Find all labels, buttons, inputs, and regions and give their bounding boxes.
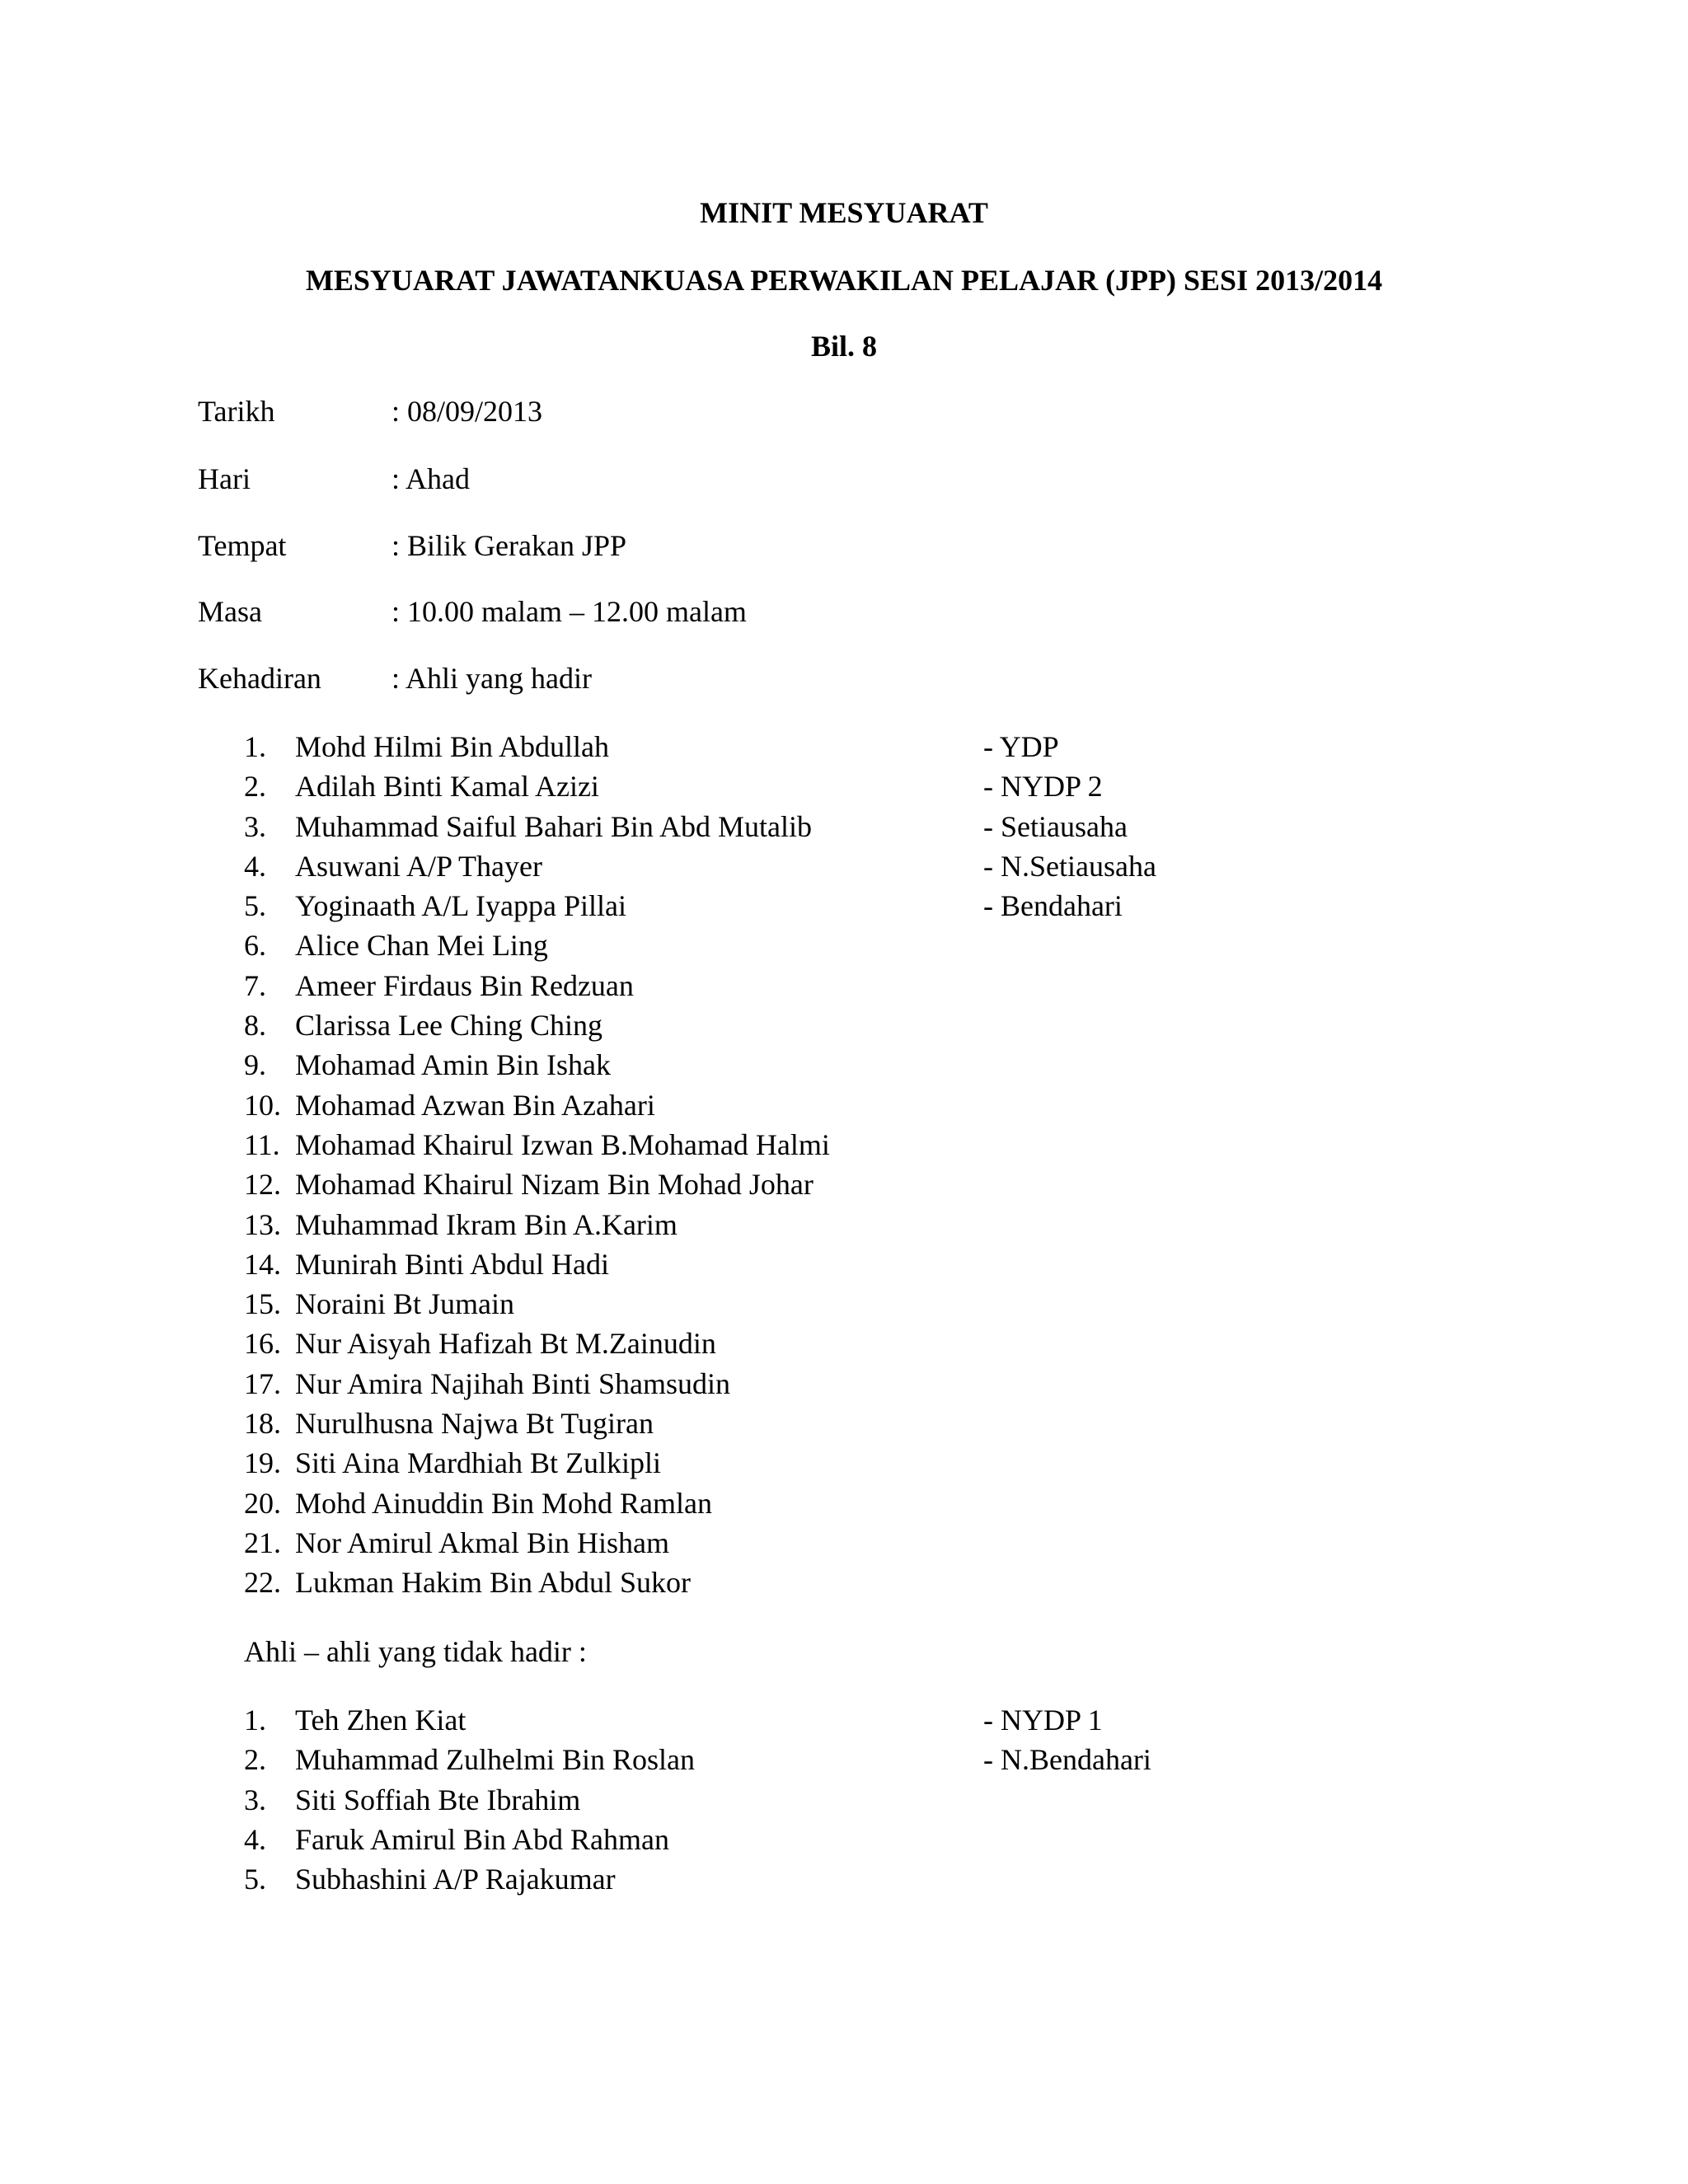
member-role: - YDP bbox=[983, 730, 1059, 763]
document-subtitle: MESYUARAT JAWATANKUASA PERWAKILAN PELAJAR (JPP) SESI 2013/2014 bbox=[305, 264, 1383, 297]
present-members-list bbox=[244, 729, 1398, 1605]
meta-label: Tarikh bbox=[198, 395, 275, 428]
member-name: Mohamad Khairul Izwan B.Mohamad Halmi bbox=[295, 1127, 830, 1161]
member-name: Faruk Amirul Bin Abd Rahman bbox=[295, 1822, 669, 1856]
list-item-number: 22. bbox=[244, 1566, 281, 1600]
meta-value: : Bilik Gerakan JPP bbox=[392, 529, 626, 562]
member-name: Muhammad Saiful Bahari Bin Abd Mutalib bbox=[295, 809, 812, 843]
list-item-number: 10. bbox=[244, 1088, 281, 1122]
member-role: - NYDP 2 bbox=[983, 770, 1103, 804]
list-item bbox=[244, 1325, 1398, 1365]
list-item bbox=[244, 1007, 1398, 1047]
member-name: Mohd Hilmi Bin Abdullah bbox=[295, 730, 610, 763]
list-item-number: 1. bbox=[244, 730, 266, 763]
member-name: Mohamad Khairul Nizam Bin Mohad Johar bbox=[295, 1168, 814, 1202]
list-item bbox=[244, 1741, 1398, 1781]
member-name: Nor Amirul Akmal Bin Hisham bbox=[295, 1526, 669, 1559]
absent-members-heading: Ahli – ahli yang tidak hadir : bbox=[244, 1635, 587, 1668]
list-item-number: 17. bbox=[244, 1366, 281, 1400]
list-item bbox=[244, 968, 1398, 1007]
list-item-number: 7. bbox=[244, 968, 266, 1002]
meta-label: Kehadiran bbox=[198, 662, 321, 695]
member-name: Adilah Binti Kamal Azizi bbox=[295, 770, 599, 804]
list-item bbox=[244, 1782, 1398, 1821]
list-item bbox=[244, 1286, 1398, 1325]
member-role: - NYDP 1 bbox=[983, 1704, 1103, 1736]
document-title: MINIT MESYUARAT bbox=[700, 196, 988, 229]
member-role: - Setiausaha bbox=[983, 809, 1128, 843]
meta-label: Hari bbox=[198, 462, 251, 495]
list-item-number: 5. bbox=[244, 889, 266, 923]
member-name: Yoginaath A/L Iyappa Pillai bbox=[295, 889, 626, 923]
list-item-number: 3. bbox=[244, 1783, 266, 1816]
list-item bbox=[244, 1366, 1398, 1405]
member-name: Muhammad Ikram Bin A.Karim bbox=[295, 1207, 678, 1241]
meta-value: : 08/09/2013 bbox=[392, 395, 543, 428]
list-item-number: 19. bbox=[244, 1446, 281, 1480]
list-item-number: 13. bbox=[244, 1207, 281, 1241]
member-name: Ameer Firdaus Bin Redzuan bbox=[295, 968, 634, 1002]
list-item bbox=[244, 1861, 1398, 1900]
list-item-number: 20. bbox=[244, 1486, 281, 1520]
member-name: Siti Aina Mardhiah Bt Zulkipli bbox=[295, 1446, 661, 1480]
member-name: Alice Chan Mei Ling bbox=[295, 929, 548, 963]
member-role: - Bendahari bbox=[983, 889, 1123, 923]
list-item bbox=[244, 808, 1398, 848]
list-item-number: 3. bbox=[244, 809, 266, 843]
absent-members-list bbox=[244, 1702, 1398, 1900]
list-item-number: 9. bbox=[244, 1048, 266, 1082]
list-item-number: 16. bbox=[244, 1327, 281, 1361]
list-item bbox=[244, 1564, 1398, 1604]
list-item bbox=[244, 848, 1398, 888]
list-item-number: 12. bbox=[244, 1168, 281, 1202]
list-item-number: 4. bbox=[244, 1822, 266, 1856]
meta-value: : 10.00 malam – 12.00 malam bbox=[392, 595, 747, 628]
list-item-number: 11. bbox=[244, 1127, 280, 1161]
list-item-number: 2. bbox=[244, 770, 266, 804]
list-item bbox=[244, 1445, 1398, 1484]
list-item-number: 1. bbox=[244, 1704, 266, 1736]
list-item bbox=[244, 1207, 1398, 1246]
list-item bbox=[244, 1087, 1398, 1127]
list-item-number: 21. bbox=[244, 1526, 281, 1559]
list-item bbox=[244, 927, 1398, 967]
member-name: Mohamad Amin Bin Ishak bbox=[295, 1048, 611, 1082]
member-name: Muhammad Zulhelmi Bin Roslan bbox=[295, 1743, 695, 1777]
list-item-number: 5. bbox=[244, 1863, 266, 1896]
member-name: Nur Amira Najihah Binti Shamsudin bbox=[295, 1366, 730, 1400]
member-name: Munirah Binti Abdul Hadi bbox=[295, 1247, 609, 1281]
list-item bbox=[244, 888, 1398, 927]
list-item bbox=[244, 1702, 1398, 1741]
list-item bbox=[244, 1405, 1398, 1445]
list-item bbox=[244, 1485, 1398, 1525]
member-name: Teh Zhen Kiat bbox=[295, 1704, 467, 1736]
list-item bbox=[244, 1821, 1398, 1861]
meta-label: Masa bbox=[198, 595, 262, 628]
list-item bbox=[244, 1246, 1398, 1286]
member-name: Siti Soffiah Bte Ibrahim bbox=[295, 1783, 581, 1816]
meta-label: Tempat bbox=[198, 529, 287, 562]
meeting-number: Bil. 8 bbox=[810, 330, 877, 363]
member-name: Nurulhusna Najwa Bt Tugiran bbox=[295, 1407, 654, 1441]
list-item-number: 14. bbox=[244, 1247, 281, 1281]
list-item-number: 8. bbox=[244, 1009, 266, 1043]
list-item-number: 6. bbox=[244, 929, 266, 963]
member-name: Nur Aisyah Hafizah Bt M.Zainudin bbox=[295, 1327, 716, 1361]
meta-value: : Ahli yang hadir bbox=[392, 662, 592, 695]
member-name: Lukman Hakim Bin Abdul Sukor bbox=[295, 1566, 691, 1600]
meta-value: : Ahad bbox=[392, 462, 470, 495]
list-item-number: 18. bbox=[244, 1407, 281, 1441]
list-item-number: 4. bbox=[244, 849, 266, 883]
member-name: Noraini Bt Jumain bbox=[295, 1287, 514, 1321]
member-name: Mohamad Azwan Bin Azahari bbox=[295, 1088, 655, 1122]
list-item-number: 2. bbox=[244, 1743, 266, 1777]
member-name: Clarissa Lee Ching Ching bbox=[295, 1009, 603, 1043]
list-item bbox=[244, 1166, 1398, 1206]
list-item bbox=[244, 729, 1398, 768]
list-item bbox=[244, 1525, 1398, 1564]
list-item bbox=[244, 1047, 1398, 1086]
member-role: - N.Bendahari bbox=[983, 1743, 1151, 1777]
list-item-number: 15. bbox=[244, 1287, 281, 1321]
member-name: Subhashini A/P Rajakumar bbox=[295, 1863, 616, 1896]
list-item bbox=[244, 768, 1398, 808]
member-role: - N.Setiausaha bbox=[983, 849, 1156, 883]
member-name: Mohd Ainuddin Bin Mohd Ramlan bbox=[295, 1486, 713, 1520]
list-item bbox=[244, 1127, 1398, 1166]
member-name: Asuwani A/P Thayer bbox=[295, 849, 542, 883]
